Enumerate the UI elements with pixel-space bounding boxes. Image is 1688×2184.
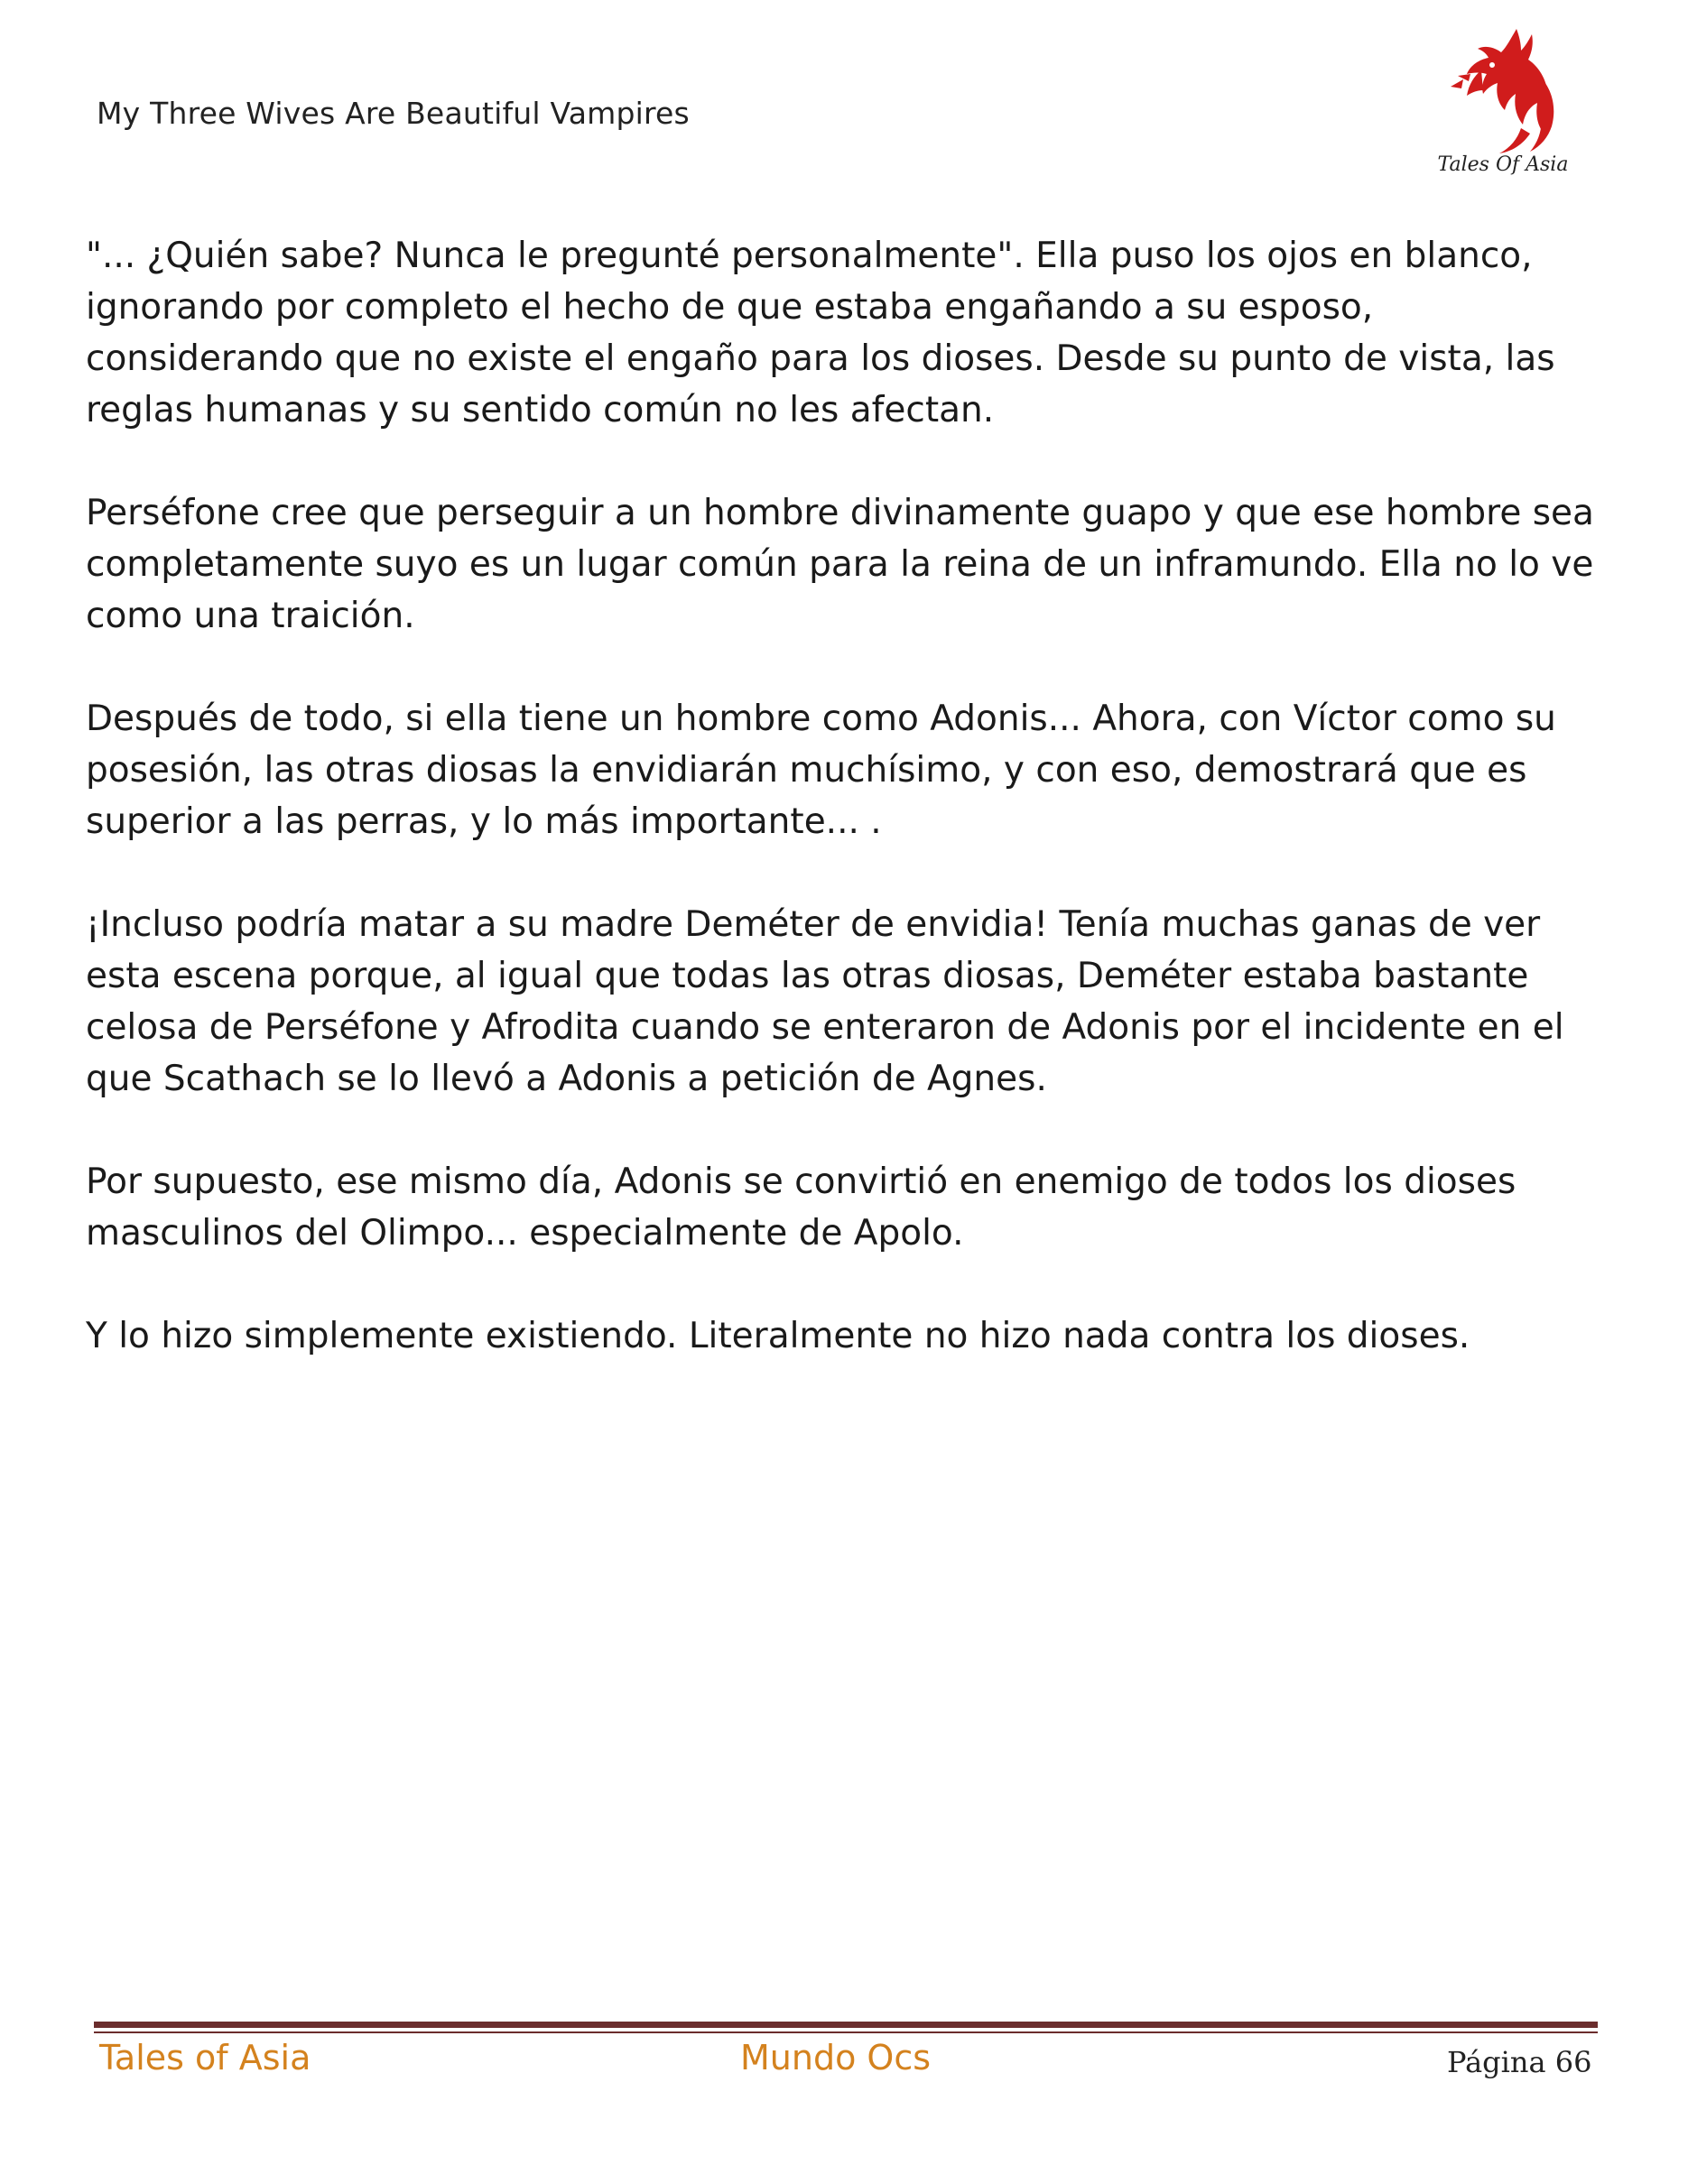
footer-divider <box>94 2022 1598 2028</box>
footer-divider-thin <box>94 2031 1598 2033</box>
page-number: Página 66 <box>1447 2045 1592 2079</box>
paragraph: Después de todo, si ella tiene un hombre como Adonis... Ahora, con Víctor como su posesión, las otras diosas la envidiarán muchísimo, y con eso, demostrará que es superior a las perras, y lo más importante... . <box>86 699 1556 842</box>
paragraph: Y lo hizo simplemente existiendo. Literalmente no hizo nada contra los dioses. <box>86 1316 1470 1356</box>
document-body <box>86 230 1620 1413</box>
paragraph: "... ¿Quién sabe? Nunca le pregunté personalmente". Ella puso los ojos en blanco, ignorando por completo el hecho de que estaba engañando a su esposo, considerando que no existe el engaño para los dioses. Desde su punto de vista, las reglas humanas y su sentido común no les afectan. <box>86 236 1555 430</box>
logo-caption: Tales Of Asia <box>1437 153 1569 176</box>
footer-section-name: Mundo Ocs <box>740 2038 932 2078</box>
paragraph: ¡Incluso podría matar a su madre Deméter de envidia! Tenía muchas ganas de ver esta escena porque, al igual que todas las otras diosas, Deméter estaba bastante celosa de Perséfone y Afrodita cuando se enteraron de Adonis por el incidente en el que Scathach se lo llevó a Adonis a petición de Agnes. <box>86 904 1564 1099</box>
document-header-title: My Three Wives Are Beautiful Vampires <box>97 96 690 131</box>
paragraph: Perséfone cree que perseguir a un hombre divinamente guapo y que ese hombre sea completamente suyo es un lugar común para la reina de un inframundo. Ella no lo ve como una traición. <box>86 493 1594 636</box>
paragraph: Por supuesto, ese mismo día, Adonis se convirtió en enemigo de todos los dioses masculinos del Olimpo... especialmente de Apolo. <box>86 1161 1516 1254</box>
footer-site-name: Tales of Asia <box>99 2038 311 2078</box>
